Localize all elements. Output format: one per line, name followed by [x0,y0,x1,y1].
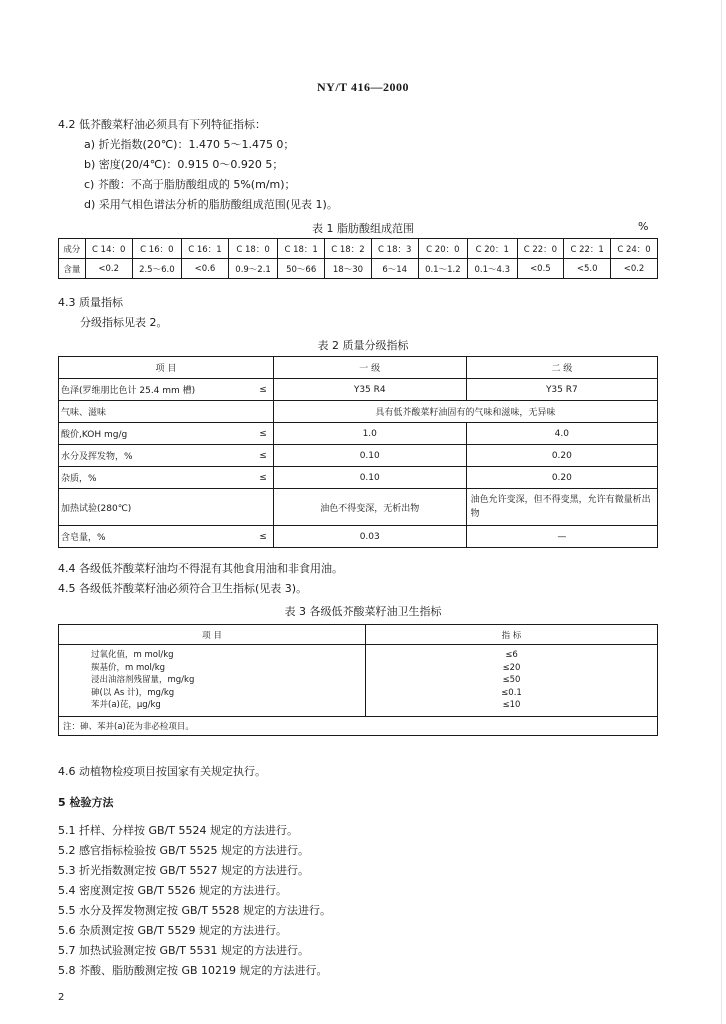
section-4-6: 4.6 动植物检疫项目按国家有关规定执行。 [58,765,266,778]
s5-item-1: 5.1 扦样、分样按 GB/T 5524 规定的方法进行。 [58,824,298,837]
table3-value: ≤50 [502,675,521,685]
s5-item-3: 5.3 折光指数测定按 GB/T 5527 规定的方法进行。 [58,864,309,877]
table2-item: 水分及挥发物，% [61,452,133,462]
table3-header-row [59,625,658,645]
s42-item-c: c) 芥酸：不高于脂肪酸组成的 5%(m/m)； [84,178,296,191]
table2-le-symbol: ≤ [259,472,267,483]
table2-grade2-value: 油色允许变深，但不得变黑，允许有微量析出物 [466,489,657,526]
table1-fatty-acids [58,238,658,279]
table3-value: ≤20 [502,662,521,673]
table1-cell: C 22：0 [517,239,564,259]
table3-value: ≤0.1 [501,687,522,698]
table2-item: 色泽(罗维朋比色计 25.4 mm 槽) [61,386,196,396]
table2-grade2-value: Y35 R7 [466,379,657,401]
table2-row [59,526,658,548]
section-4-3-title: 4.3 质量指标 [58,296,123,309]
table2-col-grade2: 二 级 [466,357,657,379]
table2-grade1-value: Y35 R4 [273,379,466,401]
s42-item-a: a) 折光指数(20℃)：1.470 5～1.475 0； [84,138,295,151]
table3-item: 浸出油溶剂残留量，mg/kg [91,675,195,685]
table2-caption: 表 2 质量分级指标 [317,339,409,352]
table2-row [59,379,658,401]
table2-grade2-value: 0.20 [466,445,657,467]
table2-grade1-value: 0.03 [273,526,466,548]
table1-cell: C 18：1 [278,239,325,259]
table2-row [59,401,658,423]
table1-cell: C 22：1 [564,239,611,259]
table2-le-symbol: ≤ [259,428,267,439]
table1-cell: C 14：0 [85,239,132,259]
table2-item: 杂质，% [61,474,97,484]
table2-grade2-value: — [466,526,657,548]
table3-item: 过氧化值，m mol/kg [91,650,174,660]
table1-cell: C 20：0 [418,239,467,259]
table2-col-grade1: 一 级 [273,357,466,379]
table1-row-label: 成分 [59,239,86,259]
table2-row [59,423,658,445]
table2-header-row [59,357,658,379]
table1-cell: C 18：0 [228,239,277,259]
table1-cell: C 24：0 [611,239,658,259]
section-4-2-title: 4.2 低芥酸菜籽油必须具有下列特征指标： [58,118,266,131]
table1-cell: <0.5 [517,259,564,279]
table1-component-row [59,239,658,259]
table1-cell: 2.5～6.0 [132,259,181,279]
table2-item: 加热试验(280℃) [61,503,132,514]
table3-note: 注：砷、苯并(a)芘为非必检项目。 [59,716,658,735]
table1-row-label: 含量 [59,259,86,279]
s42-item-d: d) 采用气相色谱法分析的脂肪酸组成范围(见表 1)。 [84,198,338,211]
section-4-5: 4.5 各级低芥酸菜籽油必须符合卫生指标(见表 3)。 [58,582,308,595]
table2-row [59,489,658,526]
table1-cell: <0.2 [85,259,132,279]
table1-cell: C 16：1 [182,239,229,259]
table1-cell: 6～14 [371,259,418,279]
section-4-3-text: 分级指标见表 2。 [80,316,168,329]
s5-item-7: 5.7 加热试验测定按 GB/T 5531 规定的方法进行。 [58,944,309,957]
table3-caption: 表 3 各级低芥酸菜籽油卫生指标 [284,605,442,618]
table2-grade1-value: 1.0 [273,423,466,445]
page-number: 2 [58,992,65,1003]
page-edge [721,0,722,1024]
s42-item-b: b) 密度(20/4℃)：0.915 0～0.920 5； [84,158,284,171]
section-4-4: 4.4 各级低芥酸菜籽油均不得混有其他食用油和非食用油。 [58,562,343,575]
table2-item: 酸价,KOH mg/g [61,430,128,440]
table2-item: 气味、滋味 [61,408,107,418]
table3-item: 羰基价，m mol/kg [91,662,166,673]
table2-grade1-value: 0.10 [273,445,466,467]
table1-cell: <0.2 [611,259,658,279]
table3-note-row [59,716,658,735]
table2-grade2-value: 0.20 [466,467,657,489]
table2-row [59,445,658,467]
table2-quality-grades [58,356,658,548]
table2-le-symbol: ≤ [259,531,267,542]
table2-grade2-value: 4.0 [466,423,657,445]
s5-item-2: 5.2 感官指标检验按 GB/T 5525 规定的方法进行。 [58,844,309,857]
table1-cell: C 20：1 [468,239,517,259]
table1-cell: 50～66 [278,259,325,279]
table3-col-value: 指 标 [366,625,658,645]
table1-cell: C 18：2 [325,239,372,259]
table1-cell: C 16：0 [132,239,181,259]
table2-merged-value: 具有低芥酸菜籽油固有的气味和滋味，无异味 [273,401,657,423]
table2-col-item: 项 目 [59,357,274,379]
table2-grade1-value: 0.10 [273,467,466,489]
table1-cell: <5.0 [564,259,611,279]
table1-cell: 18～30 [325,259,372,279]
section-5-title: 5 检验方法 [58,796,114,809]
table3-value: ≤10 [502,700,521,710]
table1-cell: <0.6 [182,259,229,279]
table2-grade1-value: 油色不得变深，无析出物 [273,489,466,526]
s5-item-6: 5.6 杂质测定按 GB/T 5529 规定的方法进行。 [58,924,287,937]
table3-value: ≤6 [505,650,518,660]
s5-item-8: 5.8 芥酸、脂肪酸测定按 GB 10219 规定的方法进行。 [58,964,328,977]
table3-body-row [59,645,658,717]
table1-cell: C 18：3 [371,239,418,259]
table1-cell: 0.1～1.2 [418,259,467,279]
s5-item-5: 5.5 水分及挥发物测定按 GB/T 5528 规定的方法进行。 [58,904,331,917]
table2-row [59,467,658,489]
s5-item-4: 5.4 密度测定按 GB/T 5526 规定的方法进行。 [58,884,287,897]
table2-le-symbol: ≤ [259,450,267,461]
table2-le-symbol: ≤ [259,384,267,395]
table3-item: 砷(以 As 计)，mg/kg [91,687,175,698]
table1-unit: % [638,220,649,233]
standard-number: NY/T 416—2000 [317,80,409,94]
table1-value-row [59,259,658,279]
table3-hygiene [58,624,658,736]
table1-cell: 0.9～2.1 [228,259,277,279]
table3-item: 苯并(a)芘，μg/kg [91,700,161,710]
table2-item: 含皂量，% [61,533,106,543]
table3-col-item: 项 目 [59,625,366,645]
table1-caption: 表 1 脂肪酸组成范围 [312,222,414,235]
table1-cell: 0.1～4.3 [468,259,517,279]
